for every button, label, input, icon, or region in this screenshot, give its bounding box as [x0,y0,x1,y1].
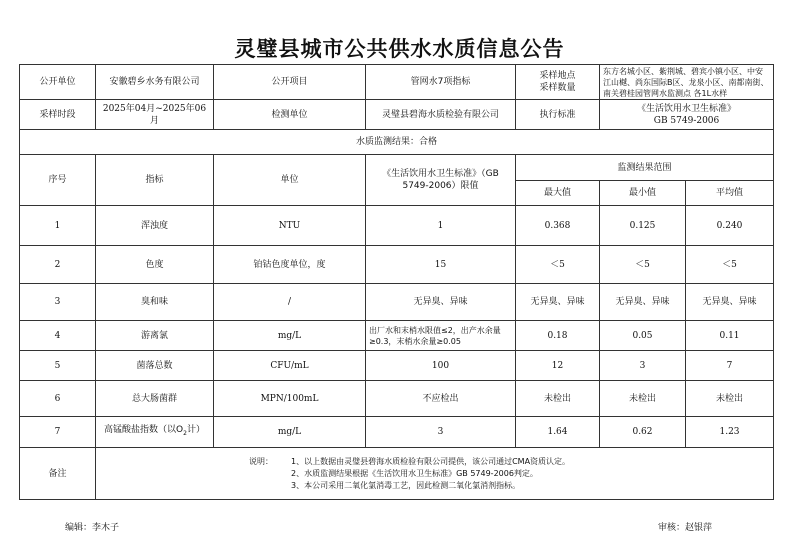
row-min: 3 [600,351,686,381]
standard-label: 执行标准 [516,100,600,130]
row-indicator: 臭和味 [96,284,214,321]
row-no: 1 [20,206,96,246]
row-avg: ＜5 [686,246,774,284]
row-unit: mg/L [214,417,366,448]
publisher-value: 安徽碧乡水务有限公司 [96,65,214,100]
row-no: 6 [20,381,96,417]
row-unit: mg/L [214,321,366,351]
row-max: 无异臭、异味 [516,284,600,321]
row-indicator: 总大肠菌群 [96,381,214,417]
header-max: 最大值 [516,181,600,206]
table-row [20,351,774,381]
standard-title: 《生活饮用水卫生标准》 [637,103,737,114]
row-max: 0.18 [516,321,600,351]
row-avg: 7 [686,351,774,381]
row-avg: 无异臭、异味 [686,284,774,321]
standard-value [600,100,774,130]
item-label: 公开项目 [214,65,366,100]
publisher-label: 公开单位 [20,65,96,100]
row-max: 1.64 [516,417,600,448]
sample-count-label: 采样数量 [539,83,576,93]
row-limit: 15 [366,246,516,284]
row-max: ＜5 [516,246,600,284]
row-min: 未检出 [600,381,686,417]
row-limit: 3 [366,417,516,448]
row-no: 5 [20,351,96,381]
row-no: 7 [20,417,96,448]
indicator-subscript: 2 [183,429,187,437]
lab-label: 检测单位 [214,100,366,130]
header-row-1 [20,155,774,181]
row-no: 4 [20,321,96,351]
row-avg: 未检出 [686,381,774,417]
table-row [20,321,774,351]
sites-value: 东方名城小区、紫荆城、碧宾小镇小区、中安江山樾、尚东国际B区、龙泉小区、南都南街、南关碧桂园管网水监测点 各1L水样 [600,65,774,100]
period-value: 2025年04月~2025年06月 [96,100,214,130]
indicator-tail: 计） [186,425,205,436]
table-row [20,284,774,321]
reviewer-credit: 审核：赵银萍 [658,523,713,533]
note-item: 1、以上数据由灵璧县碧海水质检验有限公司提供，该公司通过CMA资质认定。 [291,456,571,466]
header-min: 最小值 [600,181,686,206]
row-indicator: 菌落总数 [96,351,214,381]
row-min: 无异臭、异味 [600,284,686,321]
header-avg: 平均值 [686,181,774,206]
water-quality-table [19,64,774,500]
note-item: 3、本公司采用二氧化氯消毒工艺，因此检测二氧化氯消剂指标。 [291,480,521,490]
indicator-text: 高锰酸盐指数（以O [104,425,184,436]
header-unit: 单位 [214,155,366,206]
row-min: ＜5 [600,246,686,284]
row-limit: 1 [366,206,516,246]
table-row [20,206,774,246]
remarks-content [96,448,774,500]
row-max: 未检出 [516,381,600,417]
period-label: 采样时段 [20,100,96,130]
row-avg: 0.240 [686,206,774,246]
info-row-1 [20,65,774,100]
row-max: 12 [516,351,600,381]
row-indicator: 浑浊度 [96,206,214,246]
result-row [20,130,774,155]
remarks-row [20,448,774,500]
row-indicator: 色度 [96,246,214,284]
header-no: 序号 [20,155,96,206]
page-title: 灵璧县城市公共供水水质信息公告 [234,37,565,61]
row-indicator: 游离氯 [96,321,214,351]
notes-list [291,456,570,492]
table-row [20,246,774,284]
remarks-label: 备注 [20,448,96,500]
site-label: 采样地点 [539,71,576,81]
row-avg: 1.23 [686,417,774,448]
row-unit: NTU [214,206,366,246]
site-labels [516,65,600,100]
row-limit: 100 [366,351,516,381]
note-item: 2、水质监测结果根据《生活饮用水卫生标准》GB 5749-2006判定。 [291,468,538,478]
row-avg: 0.11 [686,321,774,351]
result-text: 水质监测结果：合格 [20,130,774,155]
row-unit: CFU/mL [214,351,366,381]
row-limit: 不应检出 [366,381,516,417]
table-row [20,381,774,417]
row-min: 0.05 [600,321,686,351]
row-no: 2 [20,246,96,284]
header-range: 监测结果范围 [516,155,774,181]
row-limit: 出厂水和末梢水限值≤2，出产水余量≥0.3，末梢水余量≥0.05 [366,321,516,351]
row-no: 3 [20,284,96,321]
notes-block [99,456,770,492]
table-row [20,417,774,448]
row-min: 0.62 [600,417,686,448]
row-min: 0.125 [600,206,686,246]
editor-credit: 编辑：李木子 [65,523,120,533]
row-unit: 铂钴色度单位，度 [214,246,366,284]
notes-heading: 说明： [249,456,273,466]
header-indicator: 指标 [96,155,214,206]
row-max: 0.368 [516,206,600,246]
row-unit: MPN/100mL [214,381,366,417]
info-row-2 [20,100,774,130]
row-limit: 无异臭、异味 [366,284,516,321]
row-unit: / [214,284,366,321]
item-value: 管网水7项指标 [366,65,516,100]
row-indicator [96,417,214,448]
standard-code: GB 5749-2006 [653,115,720,126]
header-limit: 《生活饮用水卫生标准》（GB 5749-2006）限值 [366,155,516,206]
lab-value: 灵璧县碧海水质检验有限公司 [366,100,516,130]
